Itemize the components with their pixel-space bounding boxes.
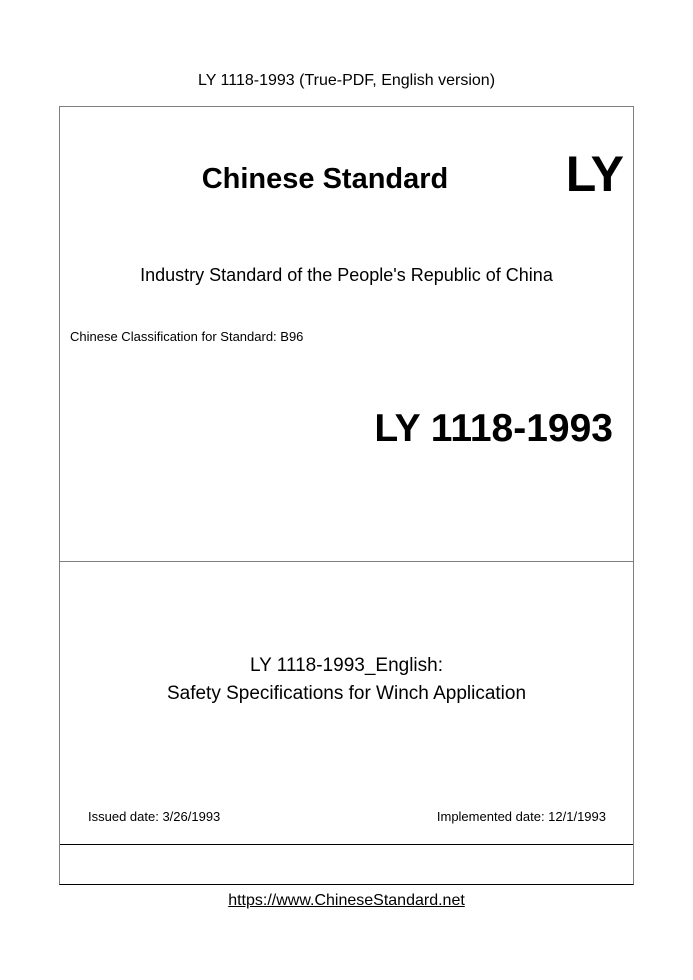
- standard-number: LY 1118-1993: [374, 407, 613, 450]
- industry-line: Industry Standard of the People's Republic of China: [140, 265, 553, 285]
- cover-top-section: [60, 107, 633, 562]
- document-title-line2: Safety Specifications for Winch Application: [166, 683, 527, 704]
- page-header: LY 1118-1993 (True-PDF, English version): [197, 72, 496, 89]
- footer: [0, 892, 693, 910]
- cover-frame: [59, 106, 634, 885]
- standard-code-mark: LY: [565, 146, 623, 202]
- issued-date: Issued date: 3/26/1993: [88, 809, 221, 824]
- document-title: [60, 652, 633, 708]
- classification-line: Chinese Classification for Standard: B96: [70, 329, 304, 344]
- cover-title: Chinese Standard: [201, 163, 449, 195]
- implemented-date: Implemented date: 12/1/1993: [436, 809, 606, 824]
- cover-bottom-band: [60, 844, 633, 886]
- document-title-line1: LY 1118-1993_English:: [250, 655, 443, 676]
- website-link[interactable]: https://www.ChineseStandard.net: [228, 892, 465, 909]
